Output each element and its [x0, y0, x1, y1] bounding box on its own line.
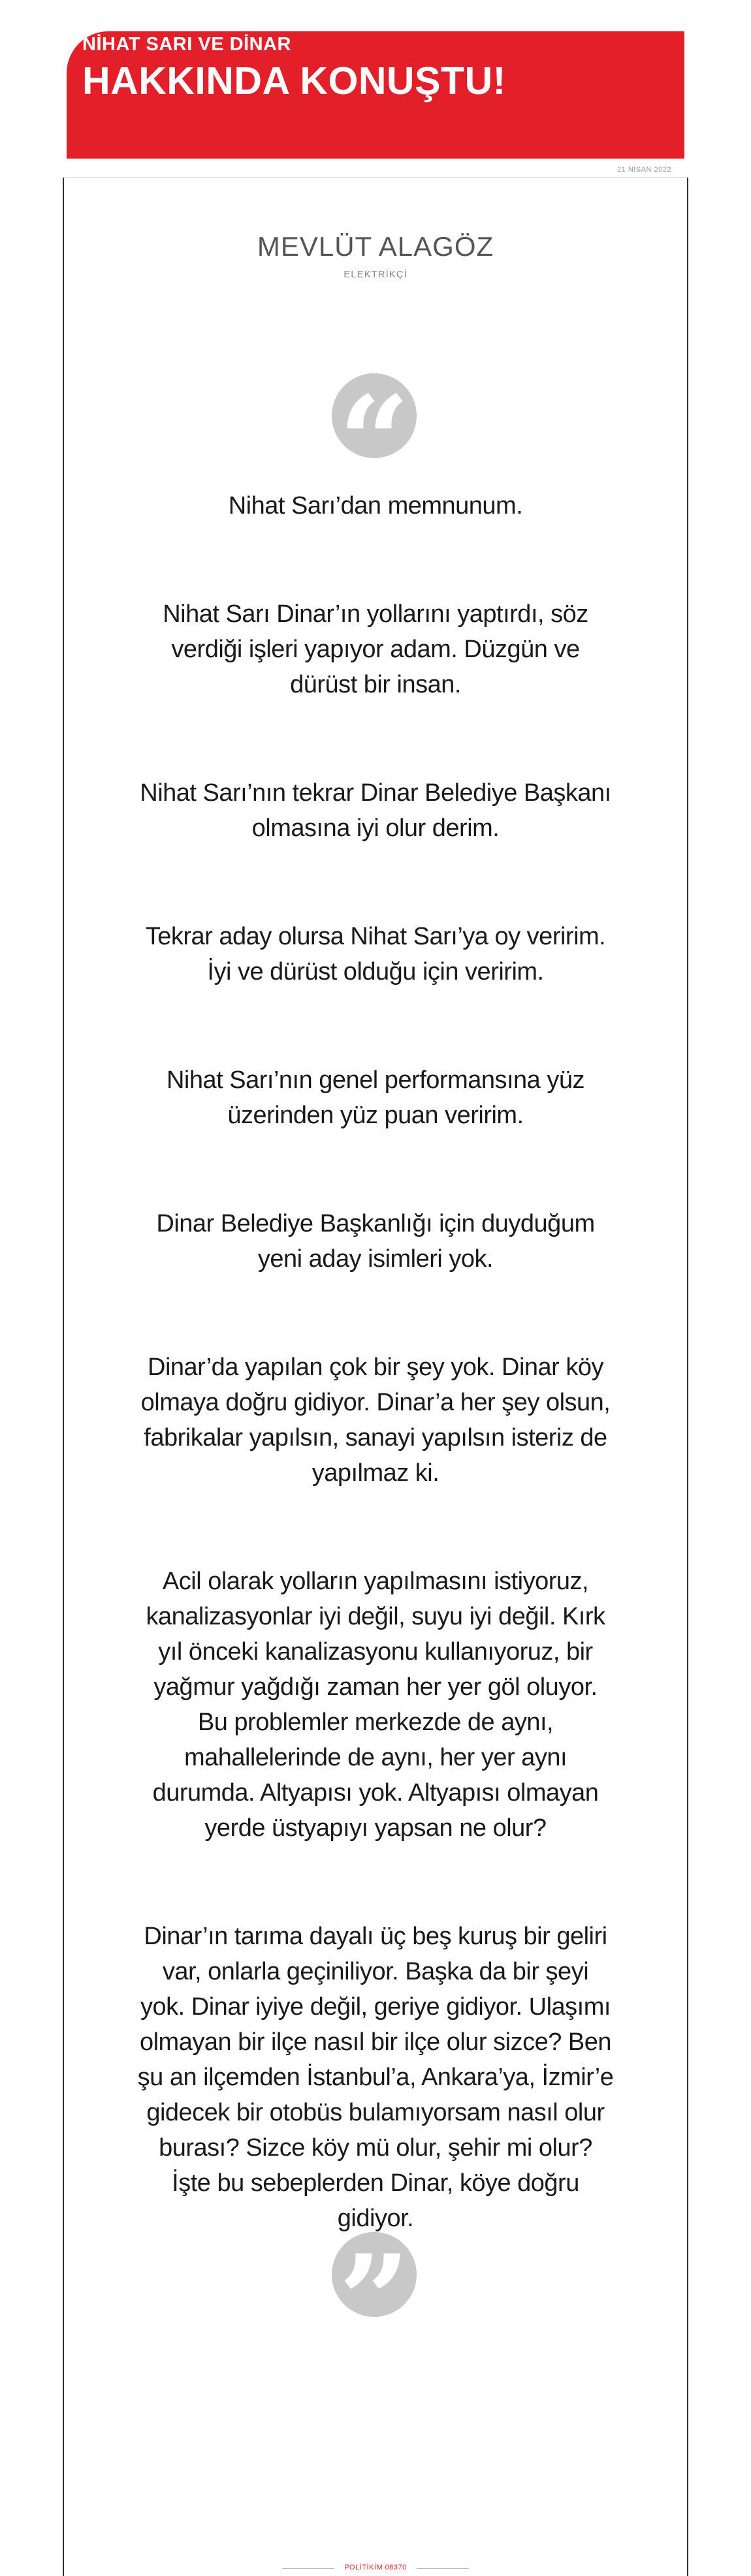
frame-left-border — [63, 178, 64, 2576]
close-quote-icon: ” — [332, 2232, 417, 2317]
paragraph: Nihat Sarı Dinar’ın yollarını yaptırdı, söz verdiği işleri yapıyor adam. Düzgün ve dürüst bir insan. — [163, 600, 588, 698]
publish-date: 21 NİSAN 2022 — [617, 166, 671, 174]
interview-body — [137, 488, 614, 2309]
open-quote-icon: “ — [332, 373, 417, 458]
paragraph: Dinar’ın tarıma dayalı üç beş kuruş bir geliri var, onlarla geçiniliyor. Başka da bir şeyi yok. Dinar iyiye değil, geriye gidiyor. Ulaşımı olmayan bir ilçe nasıl bir ilçe olur sizce? Ben şu an ilçemden İstanbul’a, Ankara’ya, İzmir’e gidecek bir otobüs bulamıyorsam nasıl olur burası? Sizce köy mü olur, şehir mi olur? İşte bu sebeplerden Dinar, köye doğru gidiyor. — [137, 1923, 614, 2232]
headline-subtitle: NİHAT SARI VE DİNAR — [82, 34, 291, 55]
paragraph: Nihat Sarı’nın tekrar Dinar Belediye Başkanı olmasına iyi olur derim. — [140, 779, 611, 842]
paragraph: Nihat Sarı’nın genel performansına yüz üzerinden yüz puan veririm. — [166, 1066, 585, 1129]
paragraph: Dinar’da yapılan çok bir şey yok. Dinar köy olmaya doğru gidiyor. Dinar’a her şey olsun, fabrikalar yapılsın, sanayi yapılsın isteriz de yapılmaz ki. — [140, 1354, 611, 1487]
paragraph: Dinar Belediye Başkanlığı için duyduğum yeni aday isimleri yok. — [156, 1210, 595, 1273]
headline-title: HAKKINDA KONUŞTU! — [82, 59, 506, 102]
paragraph: Nihat Sarı’dan memnunum. — [228, 492, 523, 520]
footer-label: POLİTİKİM 08370 — [344, 2564, 407, 2571]
person-role: ELEKTRİKÇİ — [344, 269, 407, 280]
paragraph: Acil olarak yolların yapılmasını istiyoruz, kanalizasyonlar iyi değil, suyu iyi değil. Kırk yıl önceki kanalizasyonu kullanıyoruz, bir yağmur yağdığı zaman her yer göl oluyor. Bu problemler merkezde de aynı, mahallelerinde de aynı, her yer aynı durumda. Altyapısı yok. Altyapısı olmayan yerde üstyapıyı yapsan ne olur? — [146, 1568, 605, 1842]
paragraph: Tekrar aday olursa Nihat Sarı’ya oy veririm. İyi ve dürüst olduğu için veririm. — [145, 923, 606, 985]
frame-right-border — [687, 178, 688, 2576]
person-name: MEVLÜT ALAGÖZ — [257, 231, 494, 262]
footer-divider-right — [417, 2568, 469, 2569]
